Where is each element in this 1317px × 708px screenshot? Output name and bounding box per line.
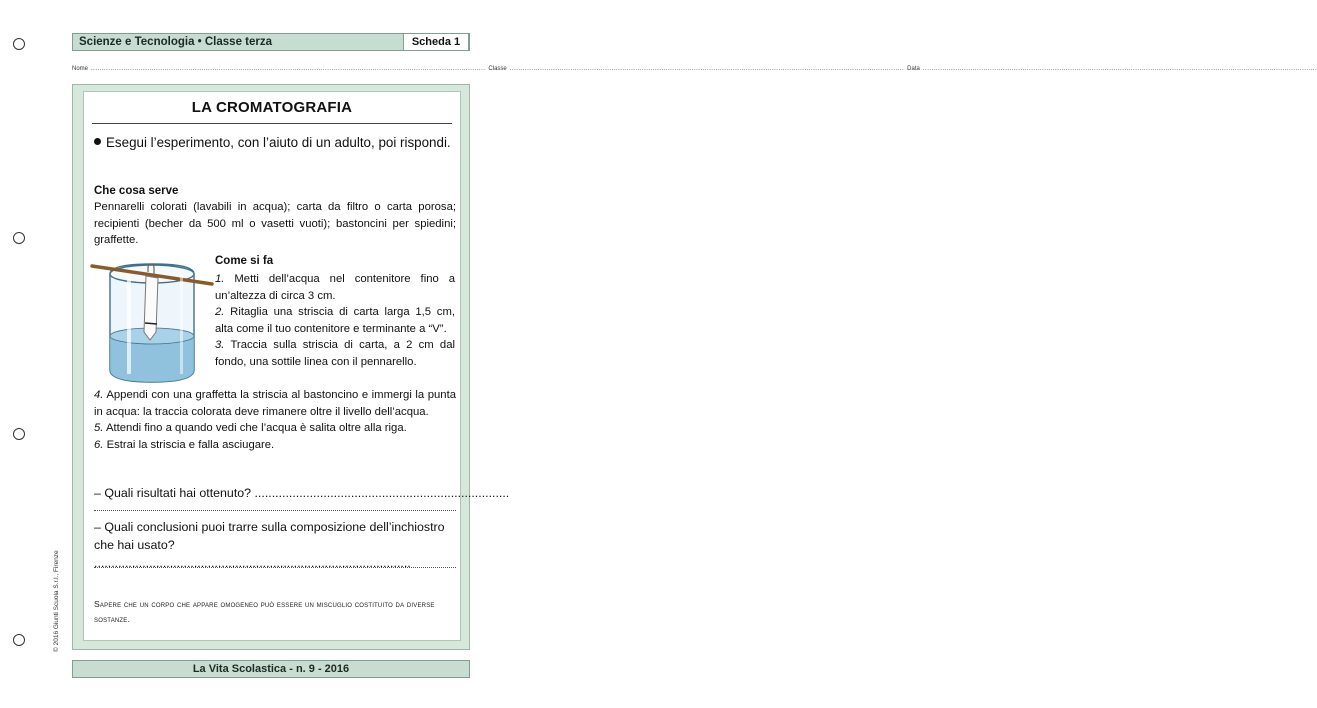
materials-text: Pennarelli colorati (lavabili in acqua); carta da filtro o carta porosa; recipienti (becher da 500 ml o vasetti vuoti); bastoncini per spiedini; graffette. [94, 201, 456, 246]
step-3: 3. Traccia sulla striscia di carta, a 2 cm dal fondo, una sottile linea con il pennarello. [215, 339, 455, 368]
procedure-heading: Come si fa [215, 255, 274, 267]
step-1: 1. Metti dell’acqua nel contenitore fino a un’altezza di circa 3 cm. [215, 273, 456, 302]
question-1: – Quali risultati hai ottenuto? .......................................................................... [94, 486, 510, 500]
title-divider [92, 123, 452, 124]
binder-hole-4 [13, 634, 25, 646]
instruction-text: Esegui l’esperimento, con l’aiuto di un adulto, poi rispondi. [106, 135, 451, 150]
classe-field[interactable]: ...................................................................................................................................................................................... [509, 66, 905, 72]
binder-hole-1 [13, 38, 25, 50]
header-bar [72, 33, 470, 51]
binder-hole-2 [13, 232, 25, 244]
footer-bar: La Vita Scolastica - n. 9 - 2016 [72, 660, 470, 678]
nome-field[interactable]: ...................................................................................................................................................................................... [91, 66, 486, 72]
worksheet-body [83, 91, 510, 641]
copyright-text: © 2016 Giunti Scuola S.r.l., Firenze [53, 550, 60, 652]
classe-label: Classe [488, 66, 507, 72]
step-6: 6. Estrai la striscia e falla asciugare. [94, 438, 275, 451]
materials-heading: Che cosa serve [94, 185, 179, 197]
data-label: Data [907, 66, 920, 72]
binder-hole-3 [13, 428, 25, 440]
learning-note: Sapere che un corpo che appare omogeneo può essere un miscuglio costituito da diverse sostanze. [94, 599, 435, 624]
data-field[interactable]: ...................................................................................................................................................................................... [922, 66, 1317, 72]
subject-label: Scienze e Tecnologia • Classe terza [79, 36, 273, 48]
question-2-text: – Quali conclusioni puoi trarre sulla composizione dell’inchiostro che hai usato? [94, 520, 445, 552]
bullet-icon [94, 138, 101, 145]
beaker-illustration [92, 252, 212, 392]
step-4: 4. Appendi con una graffetta la striscia al bastoncino e immergi la punta in acqua: la traccia colorata deve rimanere oltre il livello dell’acqua. [94, 389, 456, 418]
worksheet-frame [72, 84, 510, 650]
procedure-steps-bottom [94, 387, 456, 453]
question-2 [94, 518, 456, 572]
step-5: 5. Attendi fino a quando vedi che l’acqua è salita oltre alla riga. [94, 422, 407, 434]
answer-line-2[interactable] [94, 567, 456, 568]
step-2: 2. Ritaglia una striscia di carta larga 1,5 cm, alta come il tuo contenitore e terminante a “V”. [215, 306, 455, 335]
question-2-answer-dots[interactable]: ............................................................................................ [94, 556, 411, 570]
procedure-steps-top [215, 271, 455, 370]
page-title: LA CROMATOGRAFIA [191, 99, 353, 116]
scheda-label: Scheda 1 [403, 33, 469, 51]
instruction [94, 134, 454, 152]
nome-label: Nome [72, 66, 89, 72]
student-fields-row [72, 66, 1317, 72]
answer-line-1[interactable] [94, 510, 456, 511]
